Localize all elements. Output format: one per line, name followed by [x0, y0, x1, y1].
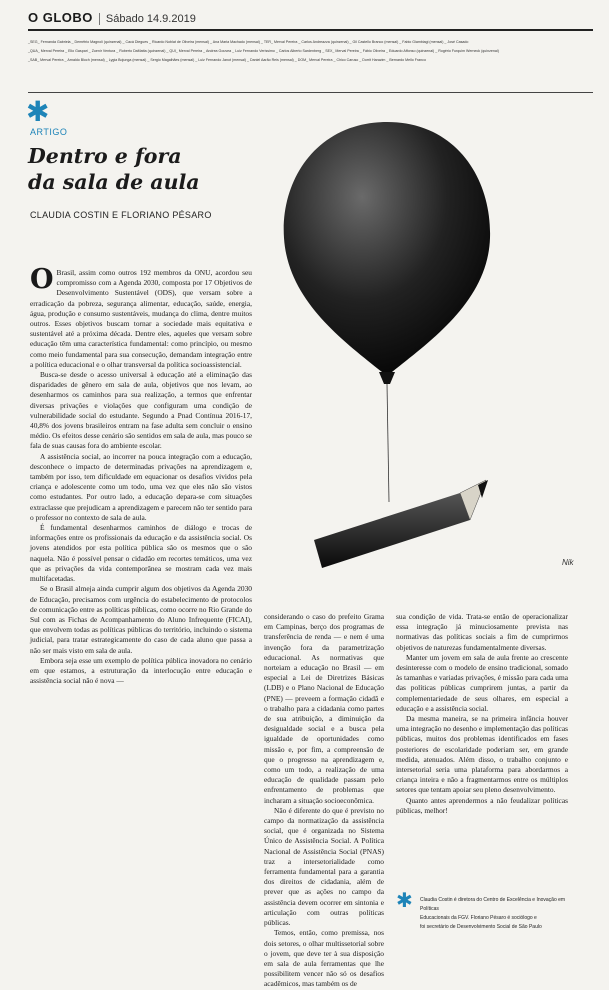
article-paragraph: considerando o caso do prefeito Grama em Campinas, berço dos programas de transferência de renda — e nem é uma invenção fora da parametrização educacional. As normativas que norteiam a educação no Brasil — em especial a Lei de Diretrizes Básicas (LDB) e o Plano Nacional de Educação (PNE) — preveem a formação cidadã e o trabalho para a cidadania como partes de sua atribuição, a diminuição da desigualdade social e a busca pela igualdade de oportunidades como missão e, por fim, a compreensão de que o progresso na aprendizagem e, como um todo, a realização de uma educação de qualidade passam pelo enfrentamento de problemas que incharam a situação socioeconômica. [264, 612, 384, 805]
author-bio-line: foi secretário de Desenvolvimento Social de São Paulo [420, 924, 542, 930]
article-paragraph: Embora seja esse um exemplo de política pública inovadora no cenário em que estamos, a estruturação da interlocução entre educação e assistência social não é nova — [30, 655, 252, 686]
masthead-rule [28, 29, 593, 31]
article-paragraph: Quanto antes aprendermos a não feudalizar políticas públicas, melhor! [396, 795, 568, 815]
masthead [28, 10, 196, 25]
columnist-roster-line: _SEG_ Fernanda Gabriela _ Demétrio Magnoli (quinzenal) _ Cacá Diegues _ Ricardo Noblat de Oliveira (mensal) _ Ana Maria Machado (mensal) _ TER_ Merval Pereira _ Carlos Andreazza (quinzenal) _ Gil Castello Branco (mensal) _ Fabio Giambiagi (mensal) _ José Casado [28, 40, 469, 44]
article-column-3 [396, 612, 568, 888]
balloon-icon [284, 122, 490, 384]
article-paragraph: A assistência social, ao incorrer na pouca integração com a educação, desconhece o impacto de determinadas privações na aprendizagem e, também por isso, tem dificuldade em equacionar os desafios vividos pela criança e adolescente como um todo, uma vez que eles não são vistos como estudantes. Por outro lado, a educação depara-se com situações extraclasse que prejudicam a aprendizagem e parecem não ter sentido para o professor no contexto de sala de aula. [30, 451, 252, 522]
section-label: ARTIGO [30, 127, 68, 137]
article-byline: CLAUDIA COSTIN E FLORIANO PÉSARO [30, 210, 212, 220]
columnist-roster [28, 38, 599, 65]
article-paragraph: Se o Brasil almeja ainda cumprir algum dos objetivos da Agenda 2030 de Educação, precisamos com urgência do estabelecimento de protocolos de comunicação entre as políticas públicas, como ocorre no Rio Grande do Sul com as Fichas de Acompanhamento do Aluno Infrequente (FICAI), que envolvem todas as políticas públicas do território, incluindo o sistema judicial, para tratar estrategicamente do caso de cada aluno que passa a não ser mais visto em sala de aula. [30, 584, 252, 655]
author-bio-line: Educacionais da FGV. Floriano Pésaro é sociólogo e [420, 915, 537, 921]
article-paragraph: O Brasil, assim como outros 192 membros da ONU, acordou seu compromisso com a Agenda 2030, composta por 17 Objetivos de Desenvolvimento Sustentável (ODS), que versam sobre a erradicação da pobreza, segurança alimentar, educação, saúde, energia, água, produção e consumo sustentáveis, mudança do clima, dentre muitos outros. Esses objetivos buscam tornar a sociedade mais equitativa e sustentável até a próxima década. Dentre eles, aqueles que versam sobre educação têm uma característica fundamental: como princípio, ou mesmo como meio fundamental para sua consecução, demandam integração entre a política educacional e o olhar transversal da política socioassistencial. [30, 264, 252, 369]
illustrator-signature: Nik [562, 558, 574, 567]
drop-cap: O [30, 264, 54, 295]
headline-line: Dentro e fora [28, 144, 182, 168]
article-paragraph: Temos, então, como premissa, nos dois setores, o olhar multissetorial sobre o jovem, que deve ter à sua disposição em sala de aula ferramentas que lhe possibilitem vencer não só os desafios acadêmicos, mas também os de [264, 928, 384, 989]
asterisk-icon: ✱ [396, 888, 413, 912]
article-headline [28, 143, 258, 195]
author-bio-line: Claudia Costin é diretora do Centro de Excelência e Inovação em Políticas [420, 897, 566, 912]
section-divider [28, 92, 593, 93]
article-paragraph: Busca-se desde o acesso universal à educação até a eliminação das disparidades de gênero em sala de aula, objetivos que nos levam, ao desenharmos os caminhos para sua realização, a termos que enfrentar diversas privações e violações que configuram uma condição de vulnerabilidade social do estudante. Segundo a Pnad Contínua 2016-17, 40,8% dos jovens brasileiros entram na fase adulta sem concluir o ensino médio. Os efeitos desse cenário são sentidos em sala de aula, mas pouco se fala de suas causas fora do ambiente escolar. [30, 370, 252, 451]
article-paragraph: Manter um jovem em sala de aula frente ao crescente desinteresse com o modelo de ensino tradicional, somado às tamanhas e variadas privações, é missão para cada uma das políticas públicas cumprirem juntas, a partir da complementariedade de seus olhares, em especial a educação e a assistência social. [396, 652, 568, 713]
article-column-1 [30, 264, 252, 944]
newspaper-logo: O GLOBO [28, 10, 93, 25]
balloon-pencil-illustration [262, 110, 592, 600]
article-paragraph: Não é diferente do que é previsto no campo da normatização da assistência social, que é organizada no Sistema Único de Assistência Social. A Política Nacional de Assistência Social (PNAS) traz a intersetorialidade como ferramenta fundamental para a garantia dos direitos de cidadania, além de prever que as ações no campo da assistência devem ocorrer em sintonia e articulação com outras políticas públicas. [264, 805, 384, 928]
edition-date: Sábado 14.9.2019 [99, 13, 196, 25]
asterisk-icon: ✱ [26, 95, 50, 128]
pencil-icon [314, 480, 488, 568]
columnist-roster-line: _SAB_ Merval Pereira _ Arnaldo Bloch (mensal) _ Lygia Bojunga (mensal) _ Sergio Magalhães (mensal) _ Luiz Fernando Janot (mensal) _ Daniel Aarão Reis (mensal) _ DOM_ Merval Pereira _ Chico Caruso _ Dorrit Harazim _ Bernardo Mello Franco [28, 58, 426, 62]
article-paragraph: É fundamental desenharmos caminhos de diálogo e trocas de informações entre os profissionais da educação e da assistência social. Os jovens atendidos por esta política pública são os mesmos que o são naquela. Não é possível pensar o cidadão em recortes temáticos, uma vez que as privações da vida contemporânea se mostram cada vez mais multifacetadas. [30, 523, 252, 584]
headline-line: da sala de aula [28, 170, 200, 194]
balloon-string [387, 384, 389, 502]
columnist-roster-line: _QUA_ Merval Pereira _ Elio Gaspari _ Zuenir Ventura _ Roberto DaMatta (quinzenal) _ QUI_ Merval Pereira _ Andrea Gouvea _ Luiz Fernando Veríssimo _ Carlos Alberto Sardenberg _ SEX_ Merval Pereira _ Fábio Oliveira _ Eduardo Affonso (quinzenal) _ Rogério Furquim Werneck (quinzenal) [28, 49, 499, 53]
article-paragraph: sua condição de vida. Trata-se então de operacionalizar essa integração já minuciosamente prevista nas normativas das políticas sociais a fim de cumprirmos objetivos de naturezas fundamentalmente diversas. [396, 612, 568, 652]
author-bio [420, 896, 580, 932]
article-column-2 [264, 612, 384, 989]
article-paragraph: Da mesma maneira, se na primeira infância houver uma integração no desenho e implementação das políticas públicas, muitos dos problemas identificados em fases posteriores de escolaridade poderiam ser, em grande medida, atenuados. Além disso, o trabalho conjunto e intersetorial seria uma plataforma para abordarmos a criança inteira e não a fragmentarmos entre os múltiplos setores que tentam apoiar seu pleno desenvolvimento. [396, 714, 568, 795]
